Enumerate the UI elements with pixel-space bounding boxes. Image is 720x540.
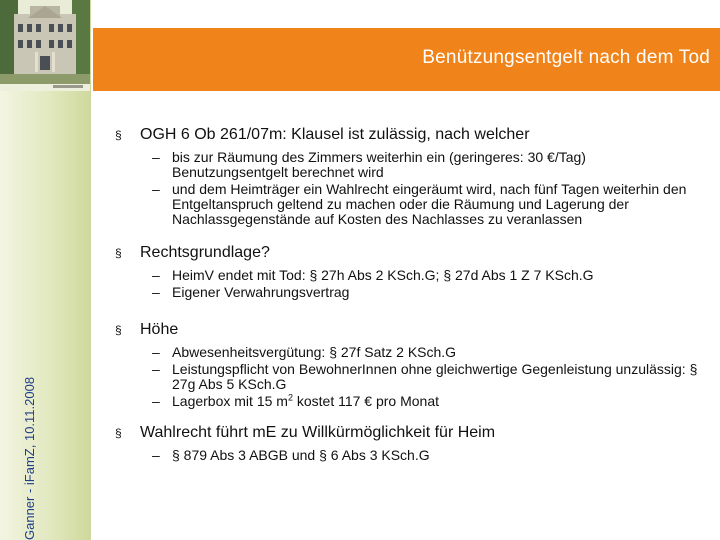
sub-bullet-text: Leistungspflicht von BewohnerInnen ohne gleichwertige Gegenleistung unzulässig: § 27g Abs 5 KSch.G xyxy=(172,361,698,392)
header-top-strip xyxy=(93,0,720,28)
sub-bullet xyxy=(115,268,705,283)
bullet-symbol: § xyxy=(115,323,122,337)
sub-bullet-text: HeimV endet mit Tod: § 27h Abs 2 KSch.G; § 27d Abs 1 Z 7 KSch.G xyxy=(172,267,594,283)
dash-symbol: – xyxy=(152,447,160,463)
dash-symbol: – xyxy=(152,181,160,197)
bullet-symbol: § xyxy=(115,128,122,142)
sub-bullet-text: § 879 Abs 3 ABGB und § 6 Abs 3 KSch.G xyxy=(172,447,430,463)
dash-symbol: – xyxy=(152,393,160,409)
bullet-text: OGH 6 Ob 261/07m: Klausel ist zulässig, nach welcher xyxy=(140,126,530,143)
sub-bullet-lagerbox xyxy=(115,394,705,409)
dash-symbol: – xyxy=(152,344,160,360)
sub-bullet xyxy=(115,182,705,227)
bullet-rechtsgrundlage xyxy=(115,243,705,262)
bullet-ogh xyxy=(115,125,705,144)
bullet-text: Wahlrecht führt mE zu Willkürmöglichkeit für Heim xyxy=(140,424,496,441)
bullet-text: Rechtsgrundlage? xyxy=(140,244,270,261)
sub-bullet-text: und dem Heimträger ein Wahlrecht eingeräumt wird, nach fünf Tagen weiterhin den Entgeltanspruch geltend zu machen oder die Räumung und Lagerung der Nachlassgegenstände auf Kosten des Nachlasses zu veranlassen xyxy=(172,181,687,227)
dash-symbol: – xyxy=(152,267,160,283)
sub-bullet-text: bis zur Räumung des Zimmers weiterhin ein (geringeres: 30 €/Tag) Benutzungsentgelt berechnet wird xyxy=(172,149,586,180)
bullet-text: Höhe xyxy=(140,321,179,338)
sub-bullet xyxy=(115,285,705,300)
sub-bullet xyxy=(115,150,705,180)
building-photo xyxy=(0,0,90,91)
bullet-symbol: § xyxy=(115,426,122,440)
sub-bullet xyxy=(115,345,705,360)
sub-bullet xyxy=(115,448,705,463)
dash-symbol: – xyxy=(152,149,160,165)
bullet-hoehe xyxy=(115,320,705,339)
lagerbox-text-after: kostet 117 € pro Monat xyxy=(292,393,440,409)
slide-content xyxy=(115,125,705,465)
sub-bullet-text: Eigener Verwahrungsvertrag xyxy=(172,284,350,300)
slide-title: Benützungsentgelt nach dem Tod xyxy=(422,47,710,68)
vertical-footer-text: Ganner - iFamZ, 10.11.2008 xyxy=(22,376,37,540)
building-photo-image xyxy=(0,0,90,91)
bullet-symbol: § xyxy=(115,246,122,260)
lagerbox-text-before: Lagerbox mit 15 m xyxy=(172,393,288,409)
bullet-wahlrecht xyxy=(115,423,705,442)
sub-bullet xyxy=(115,362,705,392)
sub-bullet-text: Abwesenheitsvergütung: § 27f Satz 2 KSch.G xyxy=(172,344,457,360)
lagerbox-superscript: 2 xyxy=(287,392,293,403)
dash-symbol: – xyxy=(152,361,160,377)
dash-symbol: – xyxy=(152,284,160,300)
